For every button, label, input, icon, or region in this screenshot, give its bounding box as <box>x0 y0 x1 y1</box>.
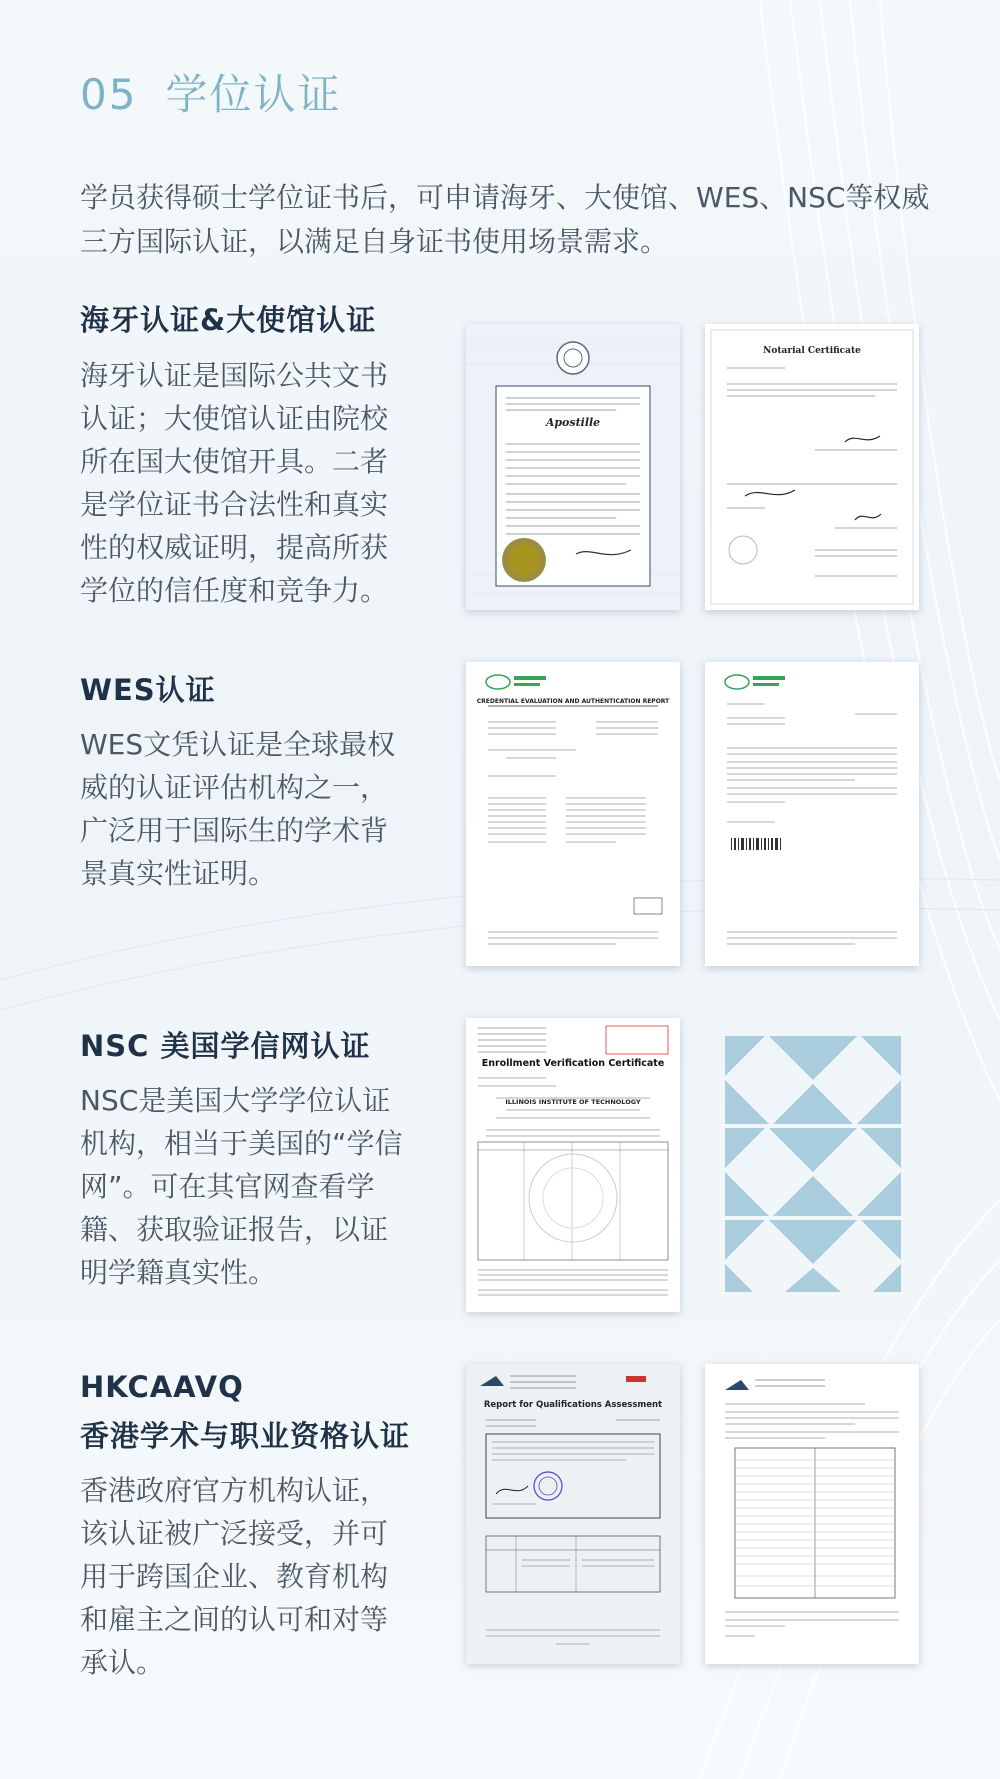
section-heading-wes: WES认证 <box>80 673 216 707</box>
section-heading-hkcaavq: HKCAAVQ <box>80 1370 244 1404</box>
hkcaavq-report-heading: Report for Qualifications Assessment <box>483 1400 663 1410</box>
section-body-hkcaavq: 香港政府官方机构认证，该认证被广泛接受，并可用于跨国企业、教育机构和雇主之间的认可和对等承认。 <box>80 1474 389 1679</box>
apostille-heading: Apostille <box>545 416 601 429</box>
section-body-wes: WES文凭认证是全球最权威的认证评估机构之一，广泛用于国际生的学术背景真实性证明。 <box>80 728 396 890</box>
wes-report-heading: CREDENTIAL EVALUATION AND AUTHENTICATION REPORT <box>476 698 670 705</box>
hkcaavq-report-image <box>466 1364 680 1664</box>
section-body-apostille: 海牙认证是国际公共文书认证；大使馆认证由院校所在国大使馆开具。二者是学位证书合法性和真实性的权威证明，提高所获学位的信任度和竞争力。 <box>80 359 389 607</box>
decorative-pattern <box>725 1036 901 1292</box>
section-body-nsc: NSC是美国大学学位认证机构，相当于美国的“学信网”。可在其官网查看学籍、获取验证报告，以证明学籍真实性。 <box>80 1084 403 1289</box>
section-title: 学位认证 <box>165 70 342 119</box>
section-heading-apostille: 海牙认证&大使馆认证 <box>80 303 377 337</box>
apostille-document-image <box>466 324 680 610</box>
nsc-heading: Enrollment Verification Certificate <box>481 1058 665 1069</box>
nsc-institution: ILLINOIS INSTITUTE OF TECHNOLOGY <box>505 1098 641 1106</box>
section-number: 05 <box>80 70 138 119</box>
notarial-certificate-image <box>705 324 919 610</box>
section-subheading-hkcaavq: 香港学术与职业资格认证 <box>80 1419 411 1453</box>
intro-paragraph: 学员获得硕士学位证书后，可申请海牙、大使馆、WES、NSC等权威三方国际认证，以满足自身证书使用场景需求。 <box>80 181 930 258</box>
hkcaavq-outcome-image <box>705 1364 919 1664</box>
section-heading-nsc: NSC 美国学信网认证 <box>80 1029 371 1063</box>
wes-report-image <box>466 662 680 966</box>
page-title <box>80 62 341 122</box>
nsc-certificate-image <box>466 1018 680 1312</box>
notarial-heading: Notarial Certificate <box>763 346 861 356</box>
wes-letter-image <box>705 662 919 966</box>
